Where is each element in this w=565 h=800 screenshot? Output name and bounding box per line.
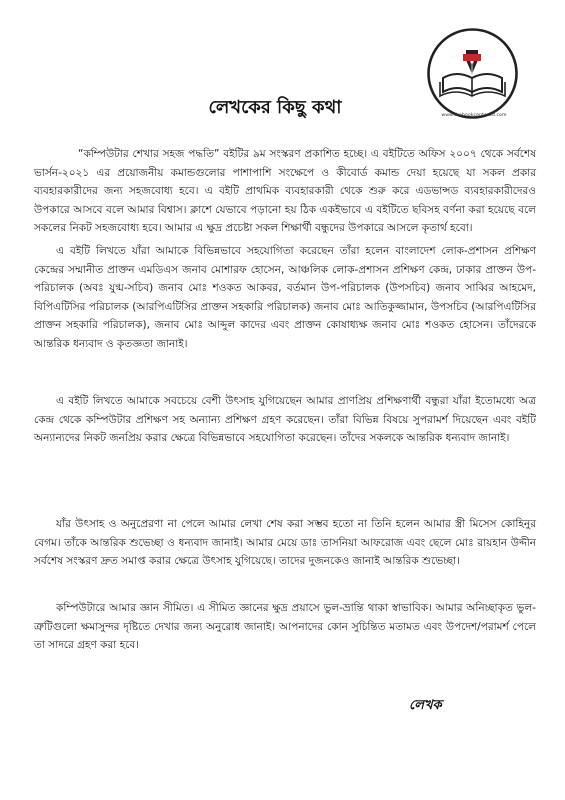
paragraph-closing: কম্পিউটারে আমার জ্ঞান সীমিত। এ সীমিত জ্ঞানের ক্ষুদ্র প্রয়াসে ভুল-ভ্রান্তি থাকা স্বাভাবিক। আমার অনিচ্ছাকৃত ভুল-ত্রুটিগুলো ক্ষমাসুন্দর দৃষ্টিতে দেখার জন্য অনুরোধ জানাই। আপনাদের কোন সুচিন্তিত মতামত এবং উপদেশ/পরামর্শ পেলে তা সাদরে গ্রহণ করা হবে।	[34, 602, 536, 651]
paragraph-acknowledgement-family: যাঁর উৎসাহ ও অনুপ্রেরণা না পেলে আমার লেখা শেষ করা সম্ভব হতো না তিনি হলেন আমার স্ত্রী মিসেস কোহিনুর বেগম। তাঁকে আন্তরিক শুভেচ্ছা ও ধন্যবাদ জানাই। আমার মেয়ে ডাঃ তাসনিয়া আফরোজ এবং ছেলে মোঃ রায়হান উদ্দীন সর্বশেষ সংস্করণ দ্রুত সমাপ্ত করার ক্ষেত্রে উৎসাহ যুগিয়েছে। তাদের দুজনকেও জানাই আন্তরিক শুভেচ্ছা।	[34, 518, 536, 567]
paragraph-acknowledgement-colleagues: এ বইটি লিখতে যাঁরা আমাকে বিভিন্নভাবে সহযোগিতা করেছেন তাঁরা হলেন বাংলাদেশ লোক-প্রশাসন প্রশিক্ষণ কেন্দ্রের সম্মানীত প্রাক্তন এমডিএস জনাব মোশারফ হোসেন, আঞ্চলিক লোক-প্রশাসন প্রশিক্ষণ কেন্দ্র, ঢাকার প্রাক্তন উপ-পরিচালক (অবঃ যুগ্ম-সচিব) জনাব মোঃ শওকত আকবর, বর্তমান উপ-পরিচালক (উপসচিব) জনাব সাব্বির আহমেদ, বিপিএটিসির পরিচালক (আরপিএটিসির প্রাক্তন সহকারি পরিচালক) জনাব মোঃ আতিকুজ্জামান, উপসচিব (আরপিএটিসির প্রাক্তন সহকারি পরিচালক), জনাব মোঃ আব্দুল কাদের এবং প্রাক্তন কোষাধ্যক্ষ জনাব মোঃ শওকত হোসেন। তাঁদেরকে আন্তরিক ধন্যবাদ ও কৃতজ্ঞতা জানাই।	[34, 245, 536, 350]
paragraph-intro: “কম্পিউটার শেখার সহজ পদ্ধতি” বইটির ৯ম সংস্করণ প্রকাশিত হচ্ছে। এ বইটিতে অফিস ২০০৭ থেকে সর্বশেষ ভার্সন-২০২১ এর প্রয়োজনীয় কমান্ডগুলোর পাশাপাশি সংক্ষেপে ও কীবোর্ড কমান্ড দেয়া হয়েছে যা সকল প্রকার ব্যবহারকারীদের জন্য সহজবোধ্য হবে। এ বইটি প্রাথমিক ব্যবহারকারী থেকে শুরু করে এডভান্সড ব্যবহারকারীদেরও উপকারে আসবে বলে আমার বিশ্বাস। ক্লাশে যেভাবে পড়ানো হয় ঠিক একইভাবে এ বইটিতে ছবিসহ বর্ণনা করা হয়েছে বলে সকলের নিকট সহজবোধ্য হবে। আমার এ ক্ষুদ্র প্রচেষ্টা সকল শিক্ষার্থী বন্ধুদের উপকারে আসলে কৃতার্থ হবো।	[34, 148, 536, 234]
author-signature: লেখক	[409, 698, 442, 713]
book-pen-logo-icon	[425, 26, 520, 121]
logo-website-url: www.thebookcenterbd.com	[441, 113, 507, 118]
paragraph-acknowledgement-trainees: এ বইটি লিখতে আমাকে সবচেয়ে বেশী উৎসাহ যুগিয়েছেন আমার প্রাণপ্রিয় প্রশিক্ষণার্থী বন্ধুরা যাঁরা ইতোমধ্যে অত্র কেন্দ্র থেকে কম্পিউটার প্রশিক্ষণ সহ অন্যান্য প্রশিক্ষণ গ্রহণ করেছেন। তাঁরা বিভিন্ন বিষয়ে সুপরামর্শ দিয়েছেন এবং বইটি অন্যান্যদের নিকট জনপ্রিয় করার ক্ষেত্রে বিভিন্নভাবে সহযোগিতা করেছেন। তাঁদের সকলকে আন্তরিক ধন্যবাদ জানাই।	[34, 395, 536, 444]
page-title: লেখকের কিছু কথা	[208, 97, 342, 118]
